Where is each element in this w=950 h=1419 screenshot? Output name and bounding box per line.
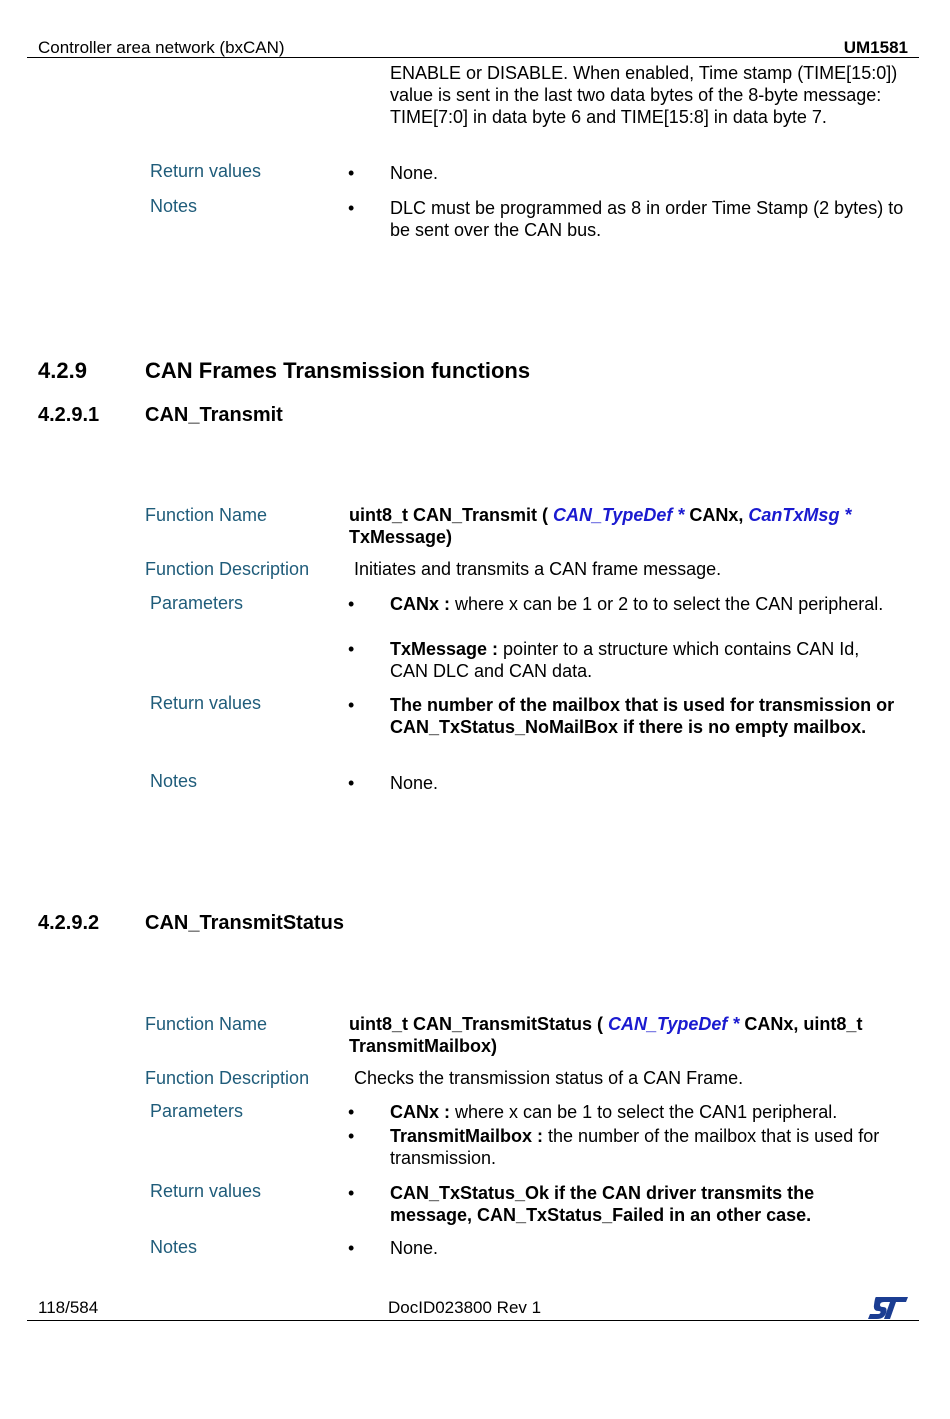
parameter-transmitmailbox: [390, 1125, 890, 1169]
signature-prefix: uint8_t CAN_Transmit (: [349, 505, 554, 525]
bullet: •: [348, 695, 355, 715]
parameter-description: where x can be 1 or 2 to to select the CAN peripheral.: [450, 594, 884, 614]
function-name-label: Function Name: [145, 505, 268, 525]
parameter-name: CANx :: [390, 594, 451, 614]
parameter-canx: [390, 593, 890, 615]
notes-label: Notes: [150, 1237, 198, 1257]
notes-text: None.: [390, 773, 439, 793]
return-values-text: The number of the mailbox that is used for transmission or CAN_TxStatus_NoMailBox if there is no empty mailbox.: [390, 695, 895, 737]
parameter-description: where x can be 1 to select the CAN1 peripheral.: [450, 1102, 838, 1122]
parameter-description: pointer to a structure which contains CAN Id, CAN DLC and CAN data.: [390, 639, 860, 681]
signature-suffix: CANx, uint8_t TransmitMailbox): [349, 1014, 863, 1056]
page-number: 118/584: [38, 1298, 99, 1317]
section-number: 4.2.9: [38, 358, 87, 383]
parameter-canx: [390, 1101, 920, 1123]
function-description-label: Function Description: [145, 559, 310, 579]
document-id: DocID023800 Rev 1: [388, 1298, 542, 1317]
bullet: •: [348, 198, 355, 218]
parameters-label: Parameters: [150, 593, 244, 613]
return-values-label: Return values: [150, 693, 262, 713]
parameter-name: TransmitMailbox :: [390, 1126, 544, 1146]
parameter-name: CANx :: [390, 1102, 451, 1122]
signature-prefix: uint8_t CAN_TransmitStatus (: [349, 1014, 609, 1034]
function-description-text: Checks the transmission status of a CAN Frame.: [354, 1068, 744, 1088]
return-values-label: Return values: [150, 1181, 262, 1201]
signature-suffix: TxMessage): [349, 527, 453, 547]
parameter-name: TxMessage :: [390, 639, 499, 659]
subsection-title: CAN_TransmitStatus: [145, 912, 344, 934]
bullet: •: [348, 639, 355, 659]
bullet: •: [348, 1183, 355, 1203]
section-title: CAN Frames Transmission functions: [145, 358, 531, 383]
return-values-text: CAN_TxStatus_Ok if the CAN driver transmits the message, CAN_TxStatus_Failed in an other case.: [390, 1183, 815, 1225]
function-signature: [349, 1013, 909, 1057]
bullet: •: [348, 1126, 355, 1146]
notes-text: DLC must be programmed as 8 in order Time Stamp (2 bytes) to be sent over the CAN bus.: [390, 198, 904, 240]
parameter-description: the number of the mailbox that is used for transmission.: [390, 1126, 880, 1168]
header-rule: [27, 57, 919, 58]
parameter-continuation-text: ENABLE or DISABLE. When enabled, Time stamp (TIME[15:0]) value is sent in the last two data bytes of the 8-byte message: TIME[7:0] in data byte 6 and TIME[15:8] in data byte 7.: [390, 63, 898, 127]
notes-label: Notes: [150, 196, 198, 216]
parameter-txmessage: [390, 638, 900, 682]
function-signature: [349, 504, 909, 548]
subsection-number: 4.2.9.1: [38, 404, 100, 426]
document-code: UM1581: [843, 38, 908, 57]
type-link-can-typedef[interactable]: CAN_TypeDef *: [553, 505, 685, 525]
function-description-text: Initiates and transmits a CAN frame message.: [354, 559, 722, 579]
type-link-cantxmsg[interactable]: CanTxMsg *: [748, 505, 852, 525]
return-values-label: Return values: [150, 161, 262, 181]
bullet: •: [348, 163, 355, 183]
bullet: •: [348, 594, 355, 614]
notes-label: Notes: [150, 771, 198, 791]
subsection-number: 4.2.9.2: [38, 912, 100, 934]
type-link-can-typedef[interactable]: CAN_TypeDef *: [608, 1014, 740, 1034]
function-description-label: Function Description: [145, 1068, 310, 1088]
return-values-text: None.: [390, 163, 439, 183]
st-logo-icon: [866, 1294, 910, 1322]
bullet: •: [348, 773, 355, 793]
bullet: •: [348, 1102, 355, 1122]
notes-text: None.: [390, 1238, 439, 1258]
function-name-label: Function Name: [145, 1014, 268, 1034]
bullet: •: [348, 1238, 355, 1258]
running-header-title: Controller area network (bxCAN): [38, 38, 285, 57]
footer-rule: [27, 1320, 919, 1321]
signature-param: CANx,: [684, 505, 749, 525]
st-logo-icon: [866, 1294, 910, 1322]
subsection-title: CAN_Transmit: [145, 404, 283, 426]
parameters-label: Parameters: [150, 1101, 244, 1121]
